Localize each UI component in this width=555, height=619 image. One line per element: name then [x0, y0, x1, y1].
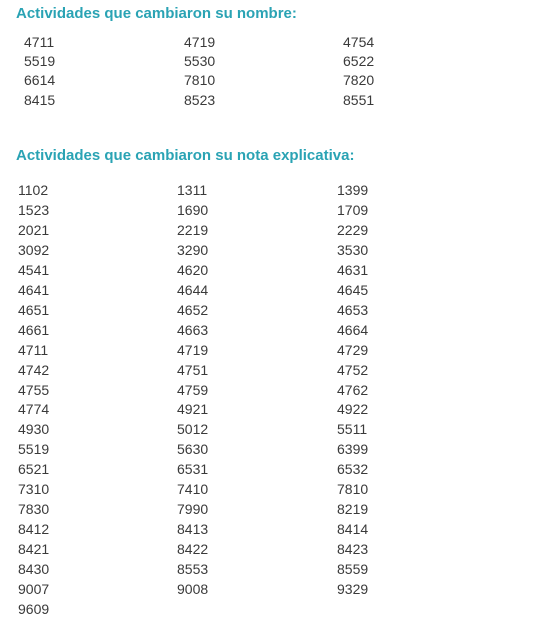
- activity-code: 4719: [177, 341, 209, 358]
- activity-code: 8430: [18, 561, 50, 578]
- activity-code: 1709: [337, 201, 369, 218]
- activity-code: 8414: [337, 521, 369, 538]
- activity-code: 6522: [343, 53, 375, 70]
- activity-code: 4541: [18, 261, 50, 278]
- activity-code: 4774: [18, 401, 50, 418]
- activity-code: 8523: [184, 91, 216, 108]
- activity-code: 7810: [337, 481, 369, 498]
- activity-code: 4762: [337, 381, 369, 398]
- activity-code: 1523: [18, 201, 50, 218]
- activity-code: 4664: [337, 321, 369, 338]
- activity-code: 4755: [18, 381, 50, 398]
- activity-code: 8422: [177, 541, 209, 558]
- activity-code: 4742: [18, 361, 50, 378]
- activity-code: 6531: [177, 461, 209, 478]
- activity-code: 5511: [337, 421, 368, 438]
- activity-code: 6532: [337, 461, 369, 478]
- activity-code: 4711: [24, 34, 55, 50]
- activity-code: 1311: [177, 182, 208, 198]
- activity-code: 4653: [337, 301, 369, 318]
- activity-code: 8423: [337, 541, 369, 558]
- activity-code: 4645: [337, 281, 369, 298]
- activity-code: 6399: [337, 441, 369, 458]
- activity-code: 9329: [337, 581, 369, 597]
- activity-code: 7810: [184, 72, 216, 89]
- activity-code: 8551: [343, 91, 375, 108]
- activity-code: 8421: [18, 541, 50, 558]
- activity-code: 8219: [337, 501, 369, 518]
- activity-code: 4729: [337, 341, 369, 358]
- activity-code: 9609: [18, 600, 50, 617]
- activity-code: 4751: [177, 361, 209, 378]
- activity-code: 9007: [18, 581, 50, 597]
- activity-code: 4930: [18, 421, 50, 438]
- activity-code: 5630: [177, 441, 209, 458]
- activity-code: 7820: [343, 72, 375, 89]
- activity-code: 2021: [18, 221, 50, 238]
- activity-code: 4644: [177, 281, 209, 298]
- activity-code: 1690: [177, 201, 209, 218]
- activity-code: 4922: [337, 401, 369, 418]
- activity-code: 4652: [177, 301, 209, 318]
- activity-code: 7990: [177, 501, 209, 518]
- activity-code: 4641: [18, 281, 50, 298]
- activity-code: 5012: [177, 421, 209, 438]
- activity-code: 2229: [337, 221, 369, 238]
- activity-code: 1102: [18, 182, 49, 198]
- activity-code: 7310: [18, 481, 50, 498]
- activity-code: 4631: [337, 261, 369, 278]
- activity-code: 8415: [24, 91, 56, 108]
- activity-code: 2219: [177, 221, 209, 238]
- activity-code: 4719: [184, 34, 216, 50]
- section-title-note-changes: Actividades que cambiaron su nota explicativa:: [16, 147, 355, 164]
- activity-code: 4754: [343, 34, 375, 50]
- activity-code: 8559: [337, 561, 369, 578]
- activity-code: 6521: [18, 461, 50, 478]
- activity-code: 9008: [177, 581, 209, 597]
- activity-code: 8412: [18, 521, 50, 538]
- activity-code: 5519: [18, 441, 50, 458]
- activity-code: 8413: [177, 521, 209, 538]
- activity-code: 3092: [18, 241, 50, 258]
- section-title-name-changes: Actividades que cambiaron su nombre:: [16, 5, 297, 22]
- activity-code: 5530: [184, 53, 216, 70]
- activity-code: 7830: [18, 501, 50, 518]
- activity-code: 3290: [177, 241, 209, 258]
- activity-code: 4620: [177, 261, 209, 278]
- activity-code: 4759: [177, 381, 209, 398]
- activity-code: 3530: [337, 241, 369, 258]
- activity-code: 6614: [24, 72, 56, 89]
- activity-code: 8553: [177, 561, 209, 578]
- activity-code: 4663: [177, 321, 209, 338]
- activity-code: 7410: [177, 481, 209, 498]
- activity-code: 4651: [18, 301, 50, 318]
- activity-code: 1399: [337, 182, 369, 198]
- activity-code: 4752: [337, 361, 369, 378]
- activity-code: 5519: [24, 53, 56, 70]
- activity-code: 4711: [18, 341, 49, 358]
- activity-code: 4921: [177, 401, 209, 418]
- activity-code: 4661: [18, 321, 50, 338]
